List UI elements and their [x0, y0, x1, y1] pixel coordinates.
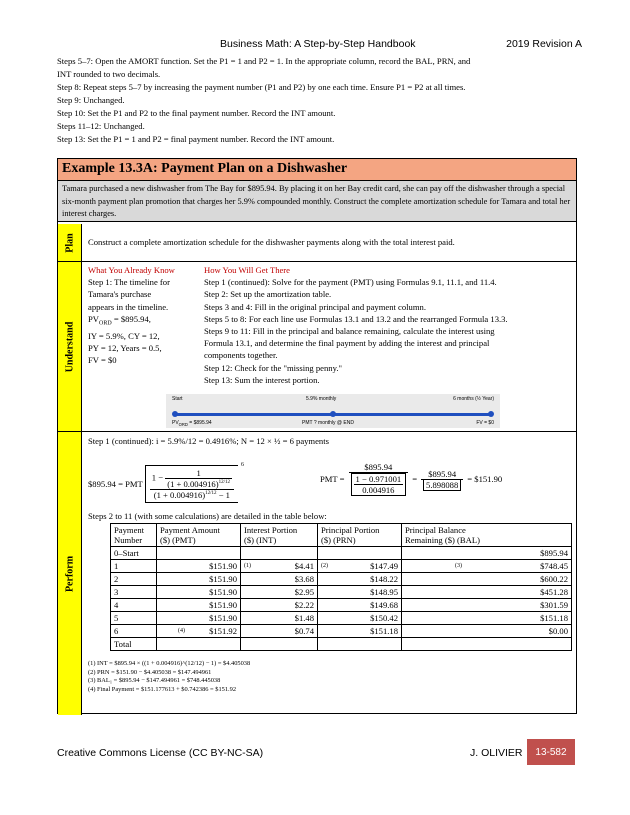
know-line: IY = 5.9%, CY = 12,	[88, 330, 160, 341]
table-row-total: Total	[111, 638, 572, 651]
col-header: Principal Balance Remaining ($) (BAL)	[402, 524, 572, 547]
already-know-column	[88, 264, 200, 366]
steps-2-11-line: Steps 2 to 11 (with some calculations) are detailed in the table below:	[88, 511, 327, 521]
how-line: Steps 5 to 8: For each line use Formulas 13.1 and 13.2 and the rearranged Formula 13.3.	[204, 313, 508, 324]
perform-sidebar	[58, 432, 82, 715]
timeline-start-label: Start	[172, 396, 183, 402]
understand-section	[58, 262, 576, 432]
footer-author: J. OLIVIER	[470, 747, 523, 759]
timeline-pmt-label: PMT ? monthly @ END	[302, 420, 354, 426]
know-line: FV = $0	[88, 355, 117, 366]
table-row: 3 $151.90 $2.95 $148.95 $451.28	[111, 586, 572, 599]
note-line: (1) INT = $895.94 × ((1 + 0.004916)^(12/12) − 1) = $4.405038	[88, 660, 251, 667]
know-line-pv: $PV_{ORD}$ = $895.94,	[88, 313, 151, 327]
know-heading: What You Already Know	[88, 265, 175, 275]
intro-line: Step 9: Unchanged.	[57, 95, 125, 105]
intro-line: Steps 11–12: Unchanged.	[57, 121, 145, 131]
intro-line: Step 13: Set the P1 = 1 and P2 = final payment number. Record the INT amount.	[57, 134, 335, 144]
col-header: Principal Portion ($) (PRN)	[318, 524, 402, 547]
table-row: 6 (4) $151.92 $0.74 $151.18 $0.00	[111, 625, 572, 638]
how-line: Step 13: Sum the interest portion.	[204, 374, 320, 385]
perform-line-1: Step 1 (continued): i = 5.9%/12 = 0.4916%; N = 12 × ½ = 6 payments	[88, 436, 329, 446]
timeline-pv-label: $PV_{ORD}$ = $895.94	[172, 420, 212, 427]
table-row: 5 $151.90 $1.48 $150.42 $151.18	[111, 612, 572, 625]
running-header-title: Business Math: A Step-by-Step Handbook	[220, 38, 416, 50]
col-header: Payment Number	[111, 524, 157, 547]
col-header: Payment Amount ($) (PMT)	[157, 524, 241, 547]
footer-page-number: 13-582	[527, 739, 575, 765]
timeline-mid-dot	[330, 411, 336, 417]
how-line: Step 2: Set up the amortization table.	[204, 289, 332, 300]
col-header: Interest Portion ($) (INT)	[241, 524, 318, 547]
how-line: Step 1 (continued): Solve for the payment (PMT) using Formulas 9.1, 11.1, and 11.4.	[204, 277, 497, 288]
how-line: Formula 13.1, and determine the final payment by adding the interest and principal	[204, 338, 490, 349]
how-get-there-column	[204, 264, 574, 386]
pmt-equation: PMT = $\frac{\$895.94}{\frac{1 - 0.971001}{0.004916}}$ = $\frac{\$895.94}{5.898088}$ = $151.90	[320, 462, 503, 495]
table-row: 2 $151.90 $3.68 $148.22 $600.22	[111, 573, 572, 586]
example-title: Example 13.3A: Payment Plan on a Dishwasher	[58, 159, 576, 181]
table-row: 0–Start $895.94	[111, 547, 572, 560]
timeline-fv-label: FV = $0	[476, 420, 494, 426]
note-line: (3) BAL₁ = $895.94 − $147.494961 = $748.445038	[88, 677, 221, 685]
table-row: 1 $151.90 (1) $4.41 (2) $147.49 (3) $748.45	[111, 560, 572, 573]
perform-section	[58, 432, 576, 715]
how-line: components together.	[204, 350, 278, 361]
example-box	[57, 158, 577, 714]
understand-label: Understand	[64, 321, 75, 372]
note-line: (4) Final Payment = $151.177613 + $0.742386 = $151.92	[88, 685, 237, 693]
know-line: Tamara's purchase	[88, 289, 152, 300]
how-heading: How You Will Get There	[204, 265, 290, 275]
plan-text: Construct a complete amortization schedule for the dishwasher payments along with the total interest paid.	[88, 237, 455, 247]
know-line: Step 1: The timeline for	[88, 277, 170, 288]
plan-section	[58, 224, 576, 262]
how-line: Steps 3 and 4: Fill in the original principal and payment column.	[204, 301, 426, 312]
equation-bracket: 1 − $\frac{1}{(1 + 0.004916)^{12/12}}$ $(1 + 0.004916)^{12/12} - 1$ 6	[145, 465, 238, 503]
example-description: Tamara purchased a new dishwasher from The Bay for $895.94. By placing it on her Bay credit card, she can pay off the dishwasher through a special six-month payment plan promotion that charges her 5.9% compounded monthly. Construct the complete amortization schedule for Tamara and total her interest charges.	[58, 181, 576, 222]
equation-left: $895.94 = PMT	[88, 479, 143, 489]
intro-steps	[57, 55, 577, 146]
note-line: (2) PRN = $151.90 − $4.405038 = $147.494961	[88, 668, 212, 676]
running-header-revision: 2019 Revision A	[506, 38, 582, 50]
understand-sidebar	[58, 262, 82, 431]
timeline-figure	[166, 394, 500, 428]
calculation-notes	[88, 660, 250, 694]
timeline-end-label: 6 months (½ Year)	[453, 396, 494, 402]
table-header-row	[111, 524, 572, 547]
plan-label: Plan	[64, 232, 75, 253]
perform-label: Perform	[64, 555, 75, 592]
how-line: Step 12: Check for the "missing penny."	[204, 362, 342, 373]
timeline-start-dot	[172, 411, 178, 417]
intro-line: Step 10: Set the P1 and P2 to the final payment number. Record the INT amount.	[57, 108, 336, 118]
know-line: appears in the timeline.	[88, 301, 169, 312]
intro-line: Steps 5–7: Open the AMORT function. Set the P1 = 1 and P2 = 1. In the appropriate column, record the BAL, PRN, and	[57, 56, 471, 66]
plan-sidebar	[58, 224, 82, 261]
intro-line: INT rounded to two decimals.	[57, 69, 161, 79]
table-row: 4 $151.90 $2.22 $149.68 $301.59	[111, 599, 572, 612]
know-line: PY = 12, Years = 0.5,	[88, 342, 162, 353]
timeline-end-dot	[488, 411, 494, 417]
intro-line: Step 8: Repeat steps 5–7 by increasing the payment number (P1 and P2) by one each time. Ensure P1 = P2 at all times.	[57, 82, 466, 92]
annuity-equation	[88, 452, 328, 516]
how-line: Steps 9 to 11: Fill in the principal and balance remaining, calculate the interest using	[204, 326, 495, 337]
footer-license: Creative Commons License (CC BY-NC-SA)	[57, 747, 264, 759]
timeline-rate-label: 5.9% monthly	[306, 396, 337, 402]
amortization-table	[110, 523, 572, 651]
